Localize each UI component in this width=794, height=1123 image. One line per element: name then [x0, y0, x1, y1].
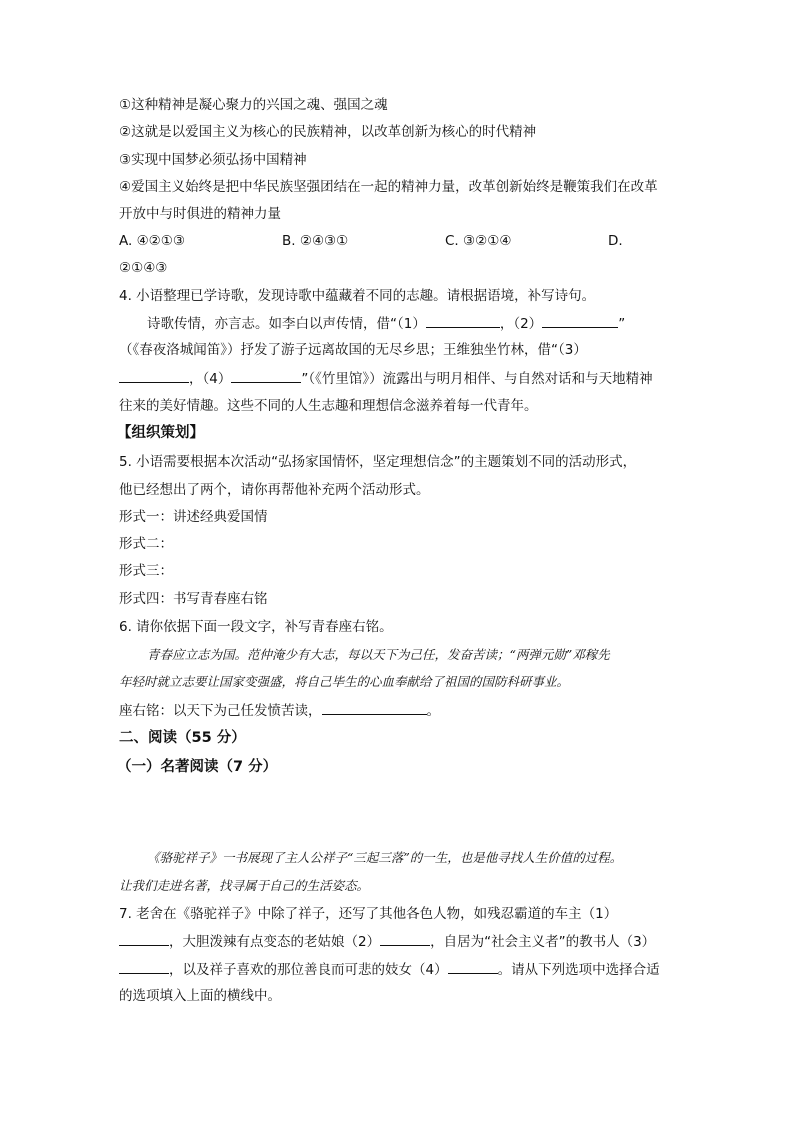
q3-statement-4: ④爱国主义始终是把中华民族坚强团结在一起的精神力量，改革创新始终是鞭策我们在改革: [119, 179, 658, 195]
q7-blank-4[interactable]: [448, 959, 498, 974]
q7-text-3a: ，以及祥子喜欢的那位善良而可悲的妓女（4）: [169, 962, 448, 978]
q3-statement-1: ①这种精神是凝心聚力的兴国之魂、强国之魂: [119, 97, 388, 113]
q5-form-1: 形式一：讲述经典爱国情: [119, 509, 268, 525]
q4-blank-3[interactable]: [119, 368, 189, 383]
q3-option-d: D.: [608, 233, 623, 249]
q4-blank-1[interactable]: [426, 313, 500, 328]
q6-motto-text: 座右铭：以天下为己任发愤苦读，: [119, 703, 322, 719]
section-heading-plan: 【组织策划】: [117, 425, 204, 441]
q4-para-line-1: [147, 313, 625, 334]
q4-blank-2[interactable]: [542, 313, 618, 328]
q4-text-1b: ，（2）: [499, 316, 543, 332]
q6-stem: 6. 请你依据下面一段文字，补写青春座右铭。: [119, 619, 393, 635]
q6-motto-line: [119, 700, 440, 721]
q6-motto-end: 。: [426, 703, 440, 719]
q6-motto-blank[interactable]: [322, 700, 427, 715]
q7-blank-1[interactable]: [119, 931, 169, 946]
q6-passage-line-1: 青春应立志为国。范仲淹少有大志，每以天下为己任，发奋苦读；“两弹元勋”邓稼先: [147, 647, 610, 662]
q5-stem-1: 5. 小语需要根据本次活动“弘扬家国情怀，坚定理想信念”的主题策划不同的活动形式，: [119, 454, 637, 470]
q4-para-line-2: （《春夜洛城闻笛》）抒发了游子远离故国的无尽乡思；王维独坐竹林，借“（3）: [119, 342, 587, 358]
q7-blank-2[interactable]: [380, 931, 430, 946]
q7-stem-1: 7. 老舍在《骆驼祥子》中除了祥子，还写了其他各色人物，如残忍霸道的车主（1）: [119, 906, 618, 922]
q4-text-1a: 诗歌传情，亦言志。如李白以声传情，借“（1）: [147, 316, 426, 332]
q3-option-d-answer: ②①④③: [119, 260, 168, 276]
q7-text-2b: ，自居为“社会主义者”的教书人（3）: [430, 934, 656, 950]
q4-stem: 4. 小语整理已学诗歌，发现诗歌中蕴藏着不同的志趣。请根据语境，补写诗句。: [119, 288, 596, 304]
q5-form-4: 形式四：书写青春座右铭: [119, 591, 268, 607]
q5-form-3: 形式三：: [119, 563, 173, 579]
q4-para-line-4: 往来的美好情趣。这些不同的人生志趣和理想信念滋养着每一代青年。: [119, 398, 538, 414]
q4-text-3a: ，（4）: [189, 371, 232, 387]
q3-option-b: B. ②④③①: [282, 233, 349, 249]
q5-stem-2: 他已经想出了两个，请你再帮他补充两个活动形式。: [119, 482, 430, 498]
classics-intro-line-1: 《骆驼祥子》一书展现了主人公祥子“三起三落”的一生，也是他寻找人生价值的过程。: [147, 850, 623, 865]
q4-blank-4[interactable]: [231, 368, 301, 383]
section-heading-reading: 二、阅读（55 分）: [119, 730, 246, 746]
section-heading-classics: （一）名著阅读（7 分）: [117, 759, 278, 775]
q7-text-2a: ，大胆泼辣有点变态的老姑娘（2）: [169, 934, 381, 950]
q7-stem-3: [119, 959, 660, 980]
q7-stem-2: [119, 931, 655, 952]
q5-form-2: 形式二：: [119, 536, 173, 552]
q3-statement-3: ③实现中国梦必须弘扬中国精神: [119, 152, 307, 168]
q7-text-3b: 。请从下列选项中选择合适: [497, 962, 660, 978]
q4-text-1c: ”: [618, 316, 626, 332]
q3-option-a: A. ④②①③: [119, 233, 185, 249]
q3-statement-2: ②这就是以爱国主义为核心的民族精神，以改革创新为核心的时代精神: [119, 124, 537, 140]
q3-statement-4-cont: 开放中与时俱进的精神力量: [119, 206, 281, 222]
q4-text-3b: ”（《竹里馆》）流露出与明月相伴、与自然对话和与天地精神: [301, 371, 653, 387]
q7-stem-4: 的选项填入上面的横线中。: [119, 988, 281, 1004]
q4-para-line-3: [119, 368, 653, 389]
classics-intro-line-2: 让我们走进名著，找寻属于自己的生活姿态。: [119, 878, 370, 893]
q7-blank-3[interactable]: [119, 959, 169, 974]
q6-passage-line-2: 年轻时就立志要让国家变强盛，将自己毕生的心血奉献给了祖国的国防科研事业。: [119, 674, 570, 689]
q3-option-c: C. ③②①④: [445, 233, 512, 249]
